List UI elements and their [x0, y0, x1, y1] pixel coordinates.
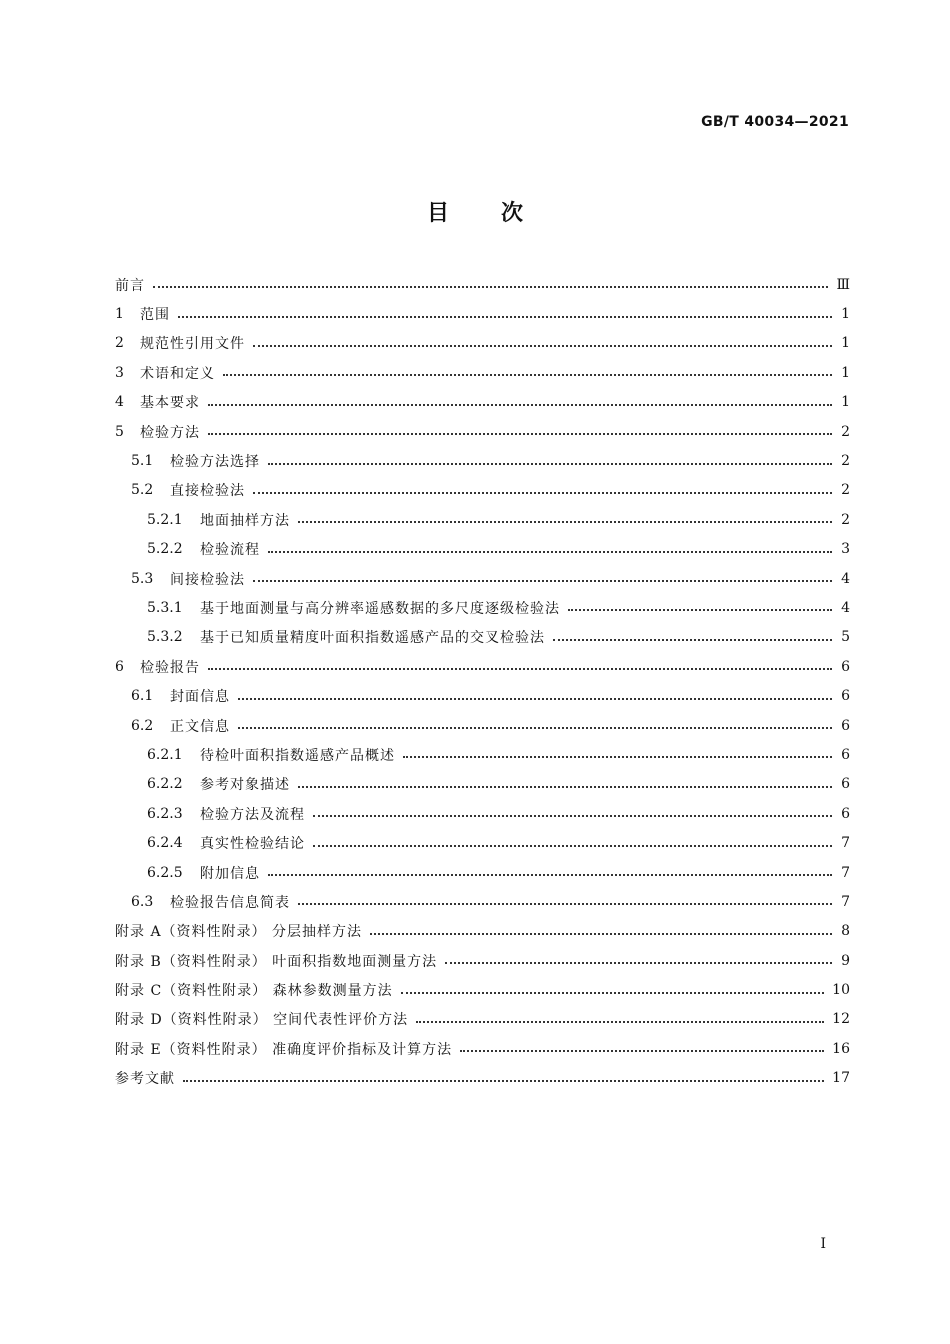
page-number: I: [820, 1236, 826, 1252]
toc-entry[interactable]: [115, 270, 850, 299]
toc-entry[interactable]: [115, 652, 850, 681]
table-of-contents: [115, 270, 850, 1093]
toc-dot-leader: [268, 873, 832, 876]
toc-entry-page: 6: [841, 658, 850, 675]
toc-entry-page: 9: [841, 952, 850, 969]
toc-entry-page: 1: [841, 306, 850, 323]
toc-entry-title: 检验方法: [140, 424, 200, 441]
toc-dot-leader: [223, 373, 832, 376]
toc-entry-title: 附录 C（资料性附录） 森林参数测量方法: [115, 983, 393, 1000]
toc-entry[interactable]: [115, 446, 850, 475]
toc-entry[interactable]: [115, 770, 850, 799]
toc-dot-leader: [445, 961, 832, 964]
toc-dot-leader: [313, 814, 832, 817]
toc-entry[interactable]: [115, 681, 850, 710]
toc-entry[interactable]: [115, 505, 850, 534]
toc-entry-page: 1: [841, 394, 850, 411]
toc-entry-number: 6.2.5: [147, 864, 183, 881]
toc-dot-leader: [298, 520, 832, 523]
toc-entry-number: 5.3.2: [147, 629, 183, 646]
toc-entry-title: 基本要求: [140, 395, 200, 412]
toc-dot-leader: [253, 579, 832, 582]
title-char-2: 次: [501, 201, 524, 226]
toc-entry[interactable]: [115, 299, 850, 328]
toc-entry-title: 待检叶面积指数遥感产品概述: [200, 747, 395, 764]
toc-dot-leader: [208, 403, 832, 406]
toc-entry-title: 附录 D（资料性附录） 空间代表性评价方法: [115, 1012, 409, 1029]
toc-entry-page: 6: [841, 717, 850, 734]
toc-entry-page: 7: [841, 893, 850, 910]
toc-entry-page: 3: [841, 541, 850, 558]
toc-dot-leader: [208, 432, 832, 435]
toc-dot-leader: [370, 932, 832, 935]
toc-entry-page: 17: [832, 1070, 850, 1087]
toc-entry-number: 6.3: [131, 893, 154, 910]
toc-entry-page: 6: [841, 746, 850, 763]
toc-entry-page: 12: [832, 1011, 850, 1028]
toc-entry[interactable]: [115, 975, 850, 1004]
toc-entry-page: 6: [841, 688, 850, 705]
toc-entry[interactable]: [115, 417, 850, 446]
toc-dot-leader: [553, 638, 832, 641]
toc-entry-title: 附录 E（资料性附录） 准确度评价指标及计算方法: [115, 1041, 453, 1058]
toc-entry-number: 3: [115, 364, 124, 381]
page-title: [0, 196, 950, 227]
toc-entry-number: 6.2.4: [147, 835, 183, 852]
toc-entry-title: 术语和定义: [140, 365, 215, 382]
toc-entry-page: 7: [841, 864, 850, 881]
toc-entry[interactable]: [115, 917, 850, 946]
toc-dot-leader: [568, 608, 832, 611]
toc-entry-title: 检验报告: [140, 659, 200, 676]
toc-entry-title: 参考对象描述: [200, 777, 290, 794]
toc-dot-leader: [238, 697, 832, 700]
toc-dot-leader: [401, 991, 825, 994]
toc-entry-title: 参考文献: [115, 1071, 175, 1088]
toc-entry[interactable]: [115, 1064, 850, 1093]
toc-entry-page: 4: [841, 570, 850, 587]
toc-entry-number: 6.2.2: [147, 776, 183, 793]
toc-entry-number: 5: [115, 423, 124, 440]
toc-entry[interactable]: [115, 564, 850, 593]
toc-entry-title: 规范性引用文件: [140, 336, 245, 353]
toc-entry-title: 基于地面测量与高分辨率遥感数据的多尺度逐级检验法: [200, 600, 560, 617]
toc-entry-page: 16: [832, 1040, 850, 1057]
toc-entry-page: 6: [841, 805, 850, 822]
toc-entry-title: 附录 A（资料性附录） 分层抽样方法: [115, 924, 363, 941]
toc-entry[interactable]: [115, 329, 850, 358]
toc-entry-title: 正文信息: [170, 718, 230, 735]
toc-entry-page: 7: [841, 835, 850, 852]
toc-entry-title: 范围: [140, 307, 170, 324]
toc-entry-number: 6: [115, 658, 124, 675]
toc-entry[interactable]: [115, 858, 850, 887]
toc-entry-number: 5.3.1: [147, 599, 183, 616]
toc-entry-page: 2: [841, 511, 850, 528]
toc-entry-title: 真实性检验结论: [200, 836, 305, 853]
toc-entry-number: 5.3: [131, 570, 154, 587]
toc-entry-page: 6: [841, 776, 850, 793]
toc-entry-number: 5.2.1: [147, 511, 183, 528]
toc-dot-leader: [268, 550, 832, 553]
toc-entry-page: 2: [841, 453, 850, 470]
toc-entry-number: 1: [115, 306, 124, 323]
toc-entry-title: 间接检验法: [170, 571, 245, 588]
toc-entry-page: 10: [832, 982, 850, 999]
toc-entry[interactable]: [115, 388, 850, 417]
toc-entry-page: 8: [841, 923, 850, 940]
toc-entry-title: 直接检验法: [170, 483, 245, 500]
toc-entry[interactable]: [115, 358, 850, 387]
toc-dot-leader: [253, 491, 832, 494]
title-char-1: 目: [426, 201, 449, 226]
toc-entry-title: 检验报告信息简表: [170, 894, 290, 911]
toc-entry[interactable]: [115, 1005, 850, 1034]
toc-entry-page: Ⅲ: [836, 276, 850, 293]
toc-entry-number: 5.2.2: [147, 541, 183, 558]
toc-entry-title: 封面信息: [170, 689, 230, 706]
toc-entry-title: 基于已知质量精度叶面积指数遥感产品的交叉检验法: [200, 630, 545, 647]
toc-dot-leader: [178, 315, 832, 318]
toc-entry-page: 4: [841, 599, 850, 616]
toc-entry-number: 6.2.1: [147, 746, 183, 763]
toc-entry[interactable]: [115, 887, 850, 916]
toc-entry-page: 5: [841, 629, 850, 646]
toc-entry[interactable]: [115, 593, 850, 622]
toc-entry-title: 检验方法选择: [170, 454, 260, 471]
toc-entry-number: 6.2: [131, 717, 154, 734]
toc-entry-title: 检验流程: [200, 542, 260, 559]
toc-entry-number: 5.2: [131, 482, 154, 499]
toc-entry[interactable]: [115, 740, 850, 769]
toc-dot-leader: [183, 1079, 824, 1082]
toc-entry-number: 6.2.3: [147, 805, 183, 822]
toc-dot-leader: [238, 726, 832, 729]
toc-entry-title: 地面抽样方法: [200, 512, 290, 529]
toc-entry-page: 1: [841, 364, 850, 381]
standard-number: GB/T 40034—2021: [701, 114, 849, 130]
toc-entry[interactable]: [115, 828, 850, 857]
toc-dot-leader: [268, 462, 832, 465]
toc-entry[interactable]: [115, 623, 850, 652]
toc-dot-leader: [208, 667, 832, 670]
toc-entry-number: 4: [115, 394, 124, 411]
toc-dot-leader: [460, 1049, 824, 1052]
toc-dot-leader: [253, 344, 832, 347]
toc-dot-leader: [153, 285, 828, 288]
toc-entry[interactable]: [115, 799, 850, 828]
toc-entry-page: 2: [841, 423, 850, 440]
toc-entry-title: 前言: [115, 277, 145, 294]
toc-entry-page: 1: [841, 335, 850, 352]
toc-entry[interactable]: [115, 535, 850, 564]
toc-entry-number: 2: [115, 335, 124, 352]
toc-dot-leader: [403, 755, 832, 758]
toc-entry-title: 附加信息: [200, 865, 260, 882]
toc-dot-leader: [313, 844, 832, 847]
toc-entry[interactable]: [115, 476, 850, 505]
toc-entry-page: 2: [841, 482, 850, 499]
toc-entry-number: 5.1: [131, 453, 154, 470]
toc-entry-title: 检验方法及流程: [200, 806, 305, 823]
toc-entry[interactable]: [115, 946, 850, 975]
toc-dot-leader: [298, 902, 832, 905]
toc-entry-title: 附录 B（资料性附录） 叶面积指数地面测量方法: [115, 953, 438, 970]
toc-entry-number: 6.1: [131, 688, 154, 705]
toc-entry[interactable]: [115, 1034, 850, 1063]
toc-dot-leader: [298, 785, 832, 788]
toc-dot-leader: [416, 1020, 824, 1023]
toc-entry[interactable]: [115, 711, 850, 740]
